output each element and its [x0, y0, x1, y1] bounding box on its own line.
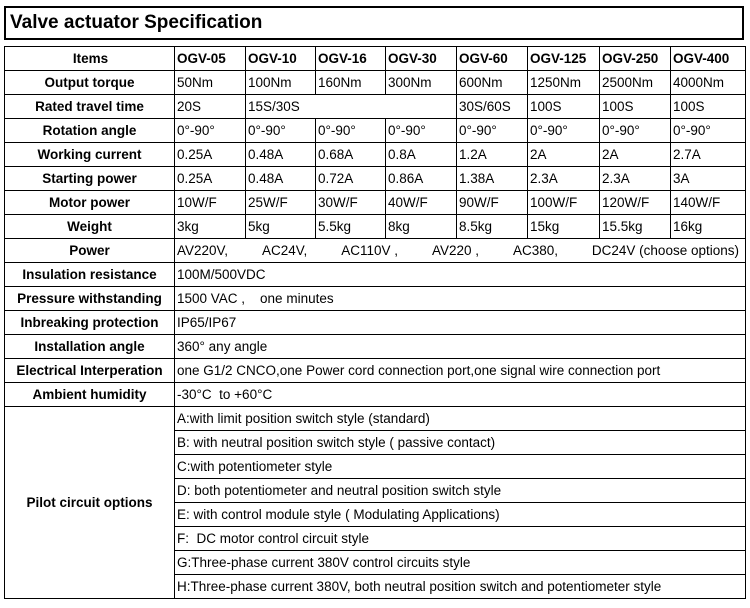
power-option: AC24V,	[261, 243, 308, 258]
table-cell: 0°-90°	[175, 119, 246, 143]
table-cell: 0°-90°	[457, 119, 528, 143]
row-label: Ambient humidity	[5, 383, 175, 407]
table-cell: 50Nm	[175, 71, 246, 95]
row-label: Electrical Interperation	[5, 359, 175, 383]
table-row	[5, 383, 746, 407]
table-cell: 2.3A	[528, 167, 600, 191]
table-cell: 1.2A	[457, 143, 528, 167]
column-header: OGV-05	[175, 47, 246, 71]
table-cell: 2A	[600, 143, 671, 167]
table-cell: 4000Nm	[671, 71, 746, 95]
table-cell: 100M/500VDC	[175, 263, 746, 287]
row-label: Installation angle	[5, 335, 175, 359]
row-label: Rated travel time	[5, 95, 175, 119]
table-cell: 0.48A	[246, 167, 316, 191]
column-header: OGV-250	[600, 47, 671, 71]
power-option: AV220 ,	[431, 243, 479, 258]
row-label: Rotation angle	[5, 119, 175, 143]
table-cell: 0.48A	[246, 143, 316, 167]
table-cell: 0°-90°	[600, 119, 671, 143]
row-label: Insulation resistance	[5, 263, 175, 287]
power-option: AC380,	[512, 243, 558, 258]
table-cell: 100S	[528, 95, 600, 119]
table-cell: 0.25A	[175, 143, 246, 167]
pilot-option: E: with control module style ( Modulating Applications)	[175, 503, 746, 527]
table-cell: 2A	[528, 143, 600, 167]
table-cell: 0°-90°	[316, 119, 386, 143]
table-cell: 1500 VAC , one minutes	[175, 287, 746, 311]
pilot-option: F: DC motor control circuit style	[175, 527, 746, 551]
row-label: Inbreaking protection	[5, 311, 175, 335]
row-label: Output torque	[5, 71, 175, 95]
row-label: Pressure withstanding	[5, 287, 175, 311]
pilot-option: H:Three-phase current 380V, both neutral position switch and potentiometer style	[175, 575, 746, 599]
row-label: Starting power	[5, 167, 175, 191]
row-label: Power	[5, 239, 175, 263]
table-row	[5, 167, 746, 191]
table-row	[5, 95, 746, 119]
table-cell: 5.5kg	[316, 215, 386, 239]
table-cell: 0.86A	[386, 167, 457, 191]
pilot-option: C:with potentiometer style	[175, 455, 746, 479]
table-cell: 8kg	[386, 215, 457, 239]
spec-table	[4, 46, 746, 599]
table-cell: 0°-90°	[246, 119, 316, 143]
row-label: Motor power	[5, 191, 175, 215]
table-cell: 90W/F	[457, 191, 528, 215]
pilot-option: B: with neutral position switch style ( passive contact)	[175, 431, 746, 455]
column-header: OGV-60	[457, 47, 528, 71]
table-row	[5, 407, 746, 431]
table-cell: 0°-90°	[386, 119, 457, 143]
table-cell: 0.25A	[175, 167, 246, 191]
table-cell: 15.5kg	[600, 215, 671, 239]
table-row	[5, 119, 746, 143]
table-cell: 1250Nm	[528, 71, 600, 95]
table-cell: IP65/IP67	[175, 311, 746, 335]
column-header: Items	[5, 47, 175, 71]
column-header: OGV-30	[386, 47, 457, 71]
table-cell: 2500Nm	[600, 71, 671, 95]
table-cell: 0°-90°	[528, 119, 600, 143]
table-cell: 3kg	[175, 215, 246, 239]
table-cell: 600Nm	[457, 71, 528, 95]
column-header: OGV-10	[246, 47, 316, 71]
table-cell: 0.72A	[316, 167, 386, 191]
table-row	[5, 71, 746, 95]
row-label: Weight	[5, 215, 175, 239]
pilot-option: D: both potentiometer and neutral position switch style	[175, 479, 746, 503]
table-row	[5, 263, 746, 287]
table-cell: 1.38A	[457, 167, 528, 191]
table-cell: -30°C to +60°C	[175, 383, 746, 407]
table-row	[5, 191, 746, 215]
table-cell: 120W/F	[600, 191, 671, 215]
table-cell: 100S	[671, 95, 746, 119]
power-option: AC110V ,	[341, 243, 399, 258]
row-label: Pilot circuit options	[5, 407, 175, 599]
table-cell: 0.68A	[316, 143, 386, 167]
table-cell: 0°-90°	[671, 119, 746, 143]
table-cell: 100S	[600, 95, 671, 119]
table-row	[5, 143, 746, 167]
table-cell: 5kg	[246, 215, 316, 239]
pilot-option: G:Three-phase current 380V control circuits style	[175, 551, 746, 575]
column-header: OGV-16	[316, 47, 386, 71]
table-cell: 3A	[671, 167, 746, 191]
table-cell: 2.7A	[671, 143, 746, 167]
table-cell: 15kg	[528, 215, 600, 239]
table-cell: 15S/30S	[246, 95, 457, 119]
pilot-option: A:with limit position switch style (standard)	[175, 407, 746, 431]
table-cell: 0.8A	[386, 143, 457, 167]
row-label: Working current	[5, 143, 175, 167]
table-cell: 30W/F	[316, 191, 386, 215]
table-cell: 20S	[175, 95, 246, 119]
table-cell: 8.5kg	[457, 215, 528, 239]
page-title: Valve actuator Specification	[4, 6, 744, 40]
table-cell: 140W/F	[671, 191, 746, 215]
header-row	[5, 47, 746, 71]
table-cell: 100W/F	[528, 191, 600, 215]
table-cell: 300Nm	[386, 71, 457, 95]
power-option: AV220V,	[177, 243, 229, 258]
column-header: OGV-400	[671, 47, 746, 71]
table-row	[5, 335, 746, 359]
table-cell: 40W/F	[386, 191, 457, 215]
table-cell: 2.3A	[600, 167, 671, 191]
table-row	[5, 215, 746, 239]
column-header: OGV-125	[528, 47, 600, 71]
table-cell	[175, 239, 746, 263]
table-cell: 25W/F	[246, 191, 316, 215]
table-cell: 30S/60S	[457, 95, 528, 119]
table-cell: 160Nm	[316, 71, 386, 95]
table-row	[5, 287, 746, 311]
power-option: DC24V (choose options)	[591, 243, 739, 258]
table-cell: 100Nm	[246, 71, 316, 95]
table-row	[5, 359, 746, 383]
table-cell: one G1/2 CNCO,one Power cord connection port,one signal wire connection port	[175, 359, 746, 383]
table-cell: 360° any angle	[175, 335, 746, 359]
table-row	[5, 311, 746, 335]
table-row	[5, 239, 746, 263]
table-cell: 10W/F	[175, 191, 246, 215]
table-cell: 16kg	[671, 215, 746, 239]
